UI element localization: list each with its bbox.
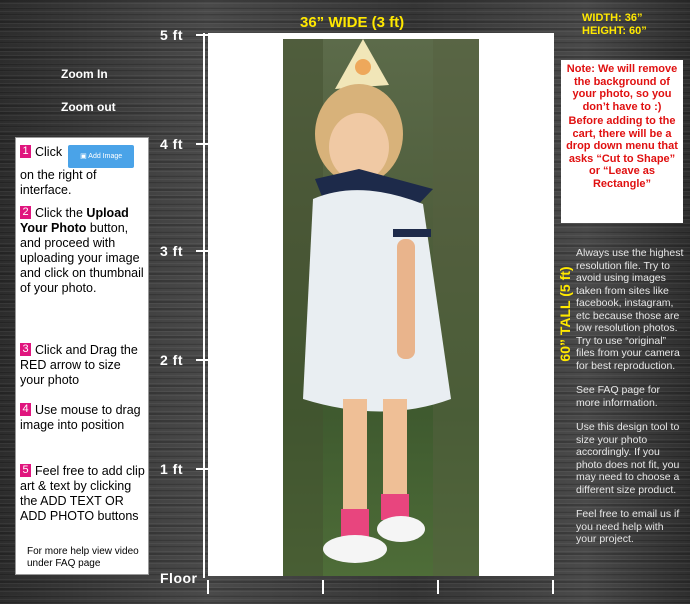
step-number: 3: [20, 343, 31, 356]
step-2: [20, 206, 148, 296]
ruler-tick: [437, 580, 439, 594]
zoom-out-button[interactable]: Zoom out: [61, 100, 116, 114]
step-text: Click and Drag the RED arrow to size your photo: [20, 343, 138, 387]
background-removal-note: [561, 60, 683, 223]
add-image-label: Add Image: [88, 153, 123, 160]
note-line-1: Note: We will remove the background of your photo, so you don’t have to :): [566, 63, 678, 113]
tall-label: 60” TALL (5 ft): [557, 266, 573, 362]
upload-photo-label: Upload Your Photo: [20, 206, 129, 235]
width-readout: WIDTH: 36”: [582, 12, 643, 24]
ruler-label-floor: Floor: [160, 570, 198, 586]
step-text: button, and proceed with uploading your image and click on thumbnail of your photo.: [20, 221, 144, 295]
ruler-label-2ft: 2 ft: [160, 352, 183, 368]
zoom-in-button[interactable]: Zoom In: [61, 67, 108, 81]
tip-resolution: Always use the highest resolution file. Try to avoid using images taken from sites like facebook, instagram, etc because those are low resolution photos. Try to use “original” files from your camera for best reproduction.: [576, 247, 684, 372]
uploaded-photo[interactable]: [283, 39, 479, 576]
ruler-label-3ft: 3 ft: [160, 243, 183, 259]
ruler-tick: [207, 580, 209, 594]
note-line-2: Before adding to the cart, there will be a drop down menu that asks “Cut to Shape” or “Leave as Rectangle”: [566, 115, 678, 190]
add-image-button[interactable]: ▣ Add Image: [68, 145, 134, 168]
help-footer: For more help view video under FAQ page: [27, 546, 139, 569]
dimensions-readout: [582, 12, 647, 38]
ruler-label-1ft: 1 ft: [160, 461, 183, 477]
step-text: on the right of interface.: [20, 168, 97, 197]
step-number: 4: [20, 403, 31, 416]
step-text: Click the: [35, 206, 83, 220]
tip-sizing: Use this design tool to size your photo accordingly. If you photo does not fit, you may need to choose a different size product.: [576, 421, 680, 496]
step-text: Feel free to add clip art & text by clicking the ADD TEXT OR ADD PHOTO buttons: [20, 464, 145, 523]
step-number: 5: [20, 464, 31, 477]
step-3: [20, 343, 148, 388]
ruler-tick: [322, 580, 324, 594]
instructions-panel: [15, 137, 149, 575]
step-number: 2: [20, 206, 31, 219]
step-1: [20, 145, 148, 198]
step-number: 1: [20, 145, 31, 158]
width-title: 36” WIDE (3 ft): [300, 14, 405, 31]
step-text: Use mouse to drag image into position: [20, 403, 141, 432]
tip-faq: See FAQ page for more information.: [576, 384, 661, 409]
tips-panel: [576, 247, 686, 558]
step-5: [20, 464, 148, 524]
step-4: [20, 403, 148, 433]
vertical-ruler-line: [203, 33, 205, 578]
height-readout: HEIGHT: 60”: [582, 25, 647, 37]
step-text: Click: [35, 145, 63, 159]
ruler-label-5ft: 5 ft: [160, 27, 183, 43]
ruler-tick: [552, 580, 554, 594]
tip-email: Feel free to email us if you need help with your project.: [576, 508, 680, 545]
ruler-label-4ft: 4 ft: [160, 136, 183, 152]
child-photo-image: [283, 39, 479, 576]
